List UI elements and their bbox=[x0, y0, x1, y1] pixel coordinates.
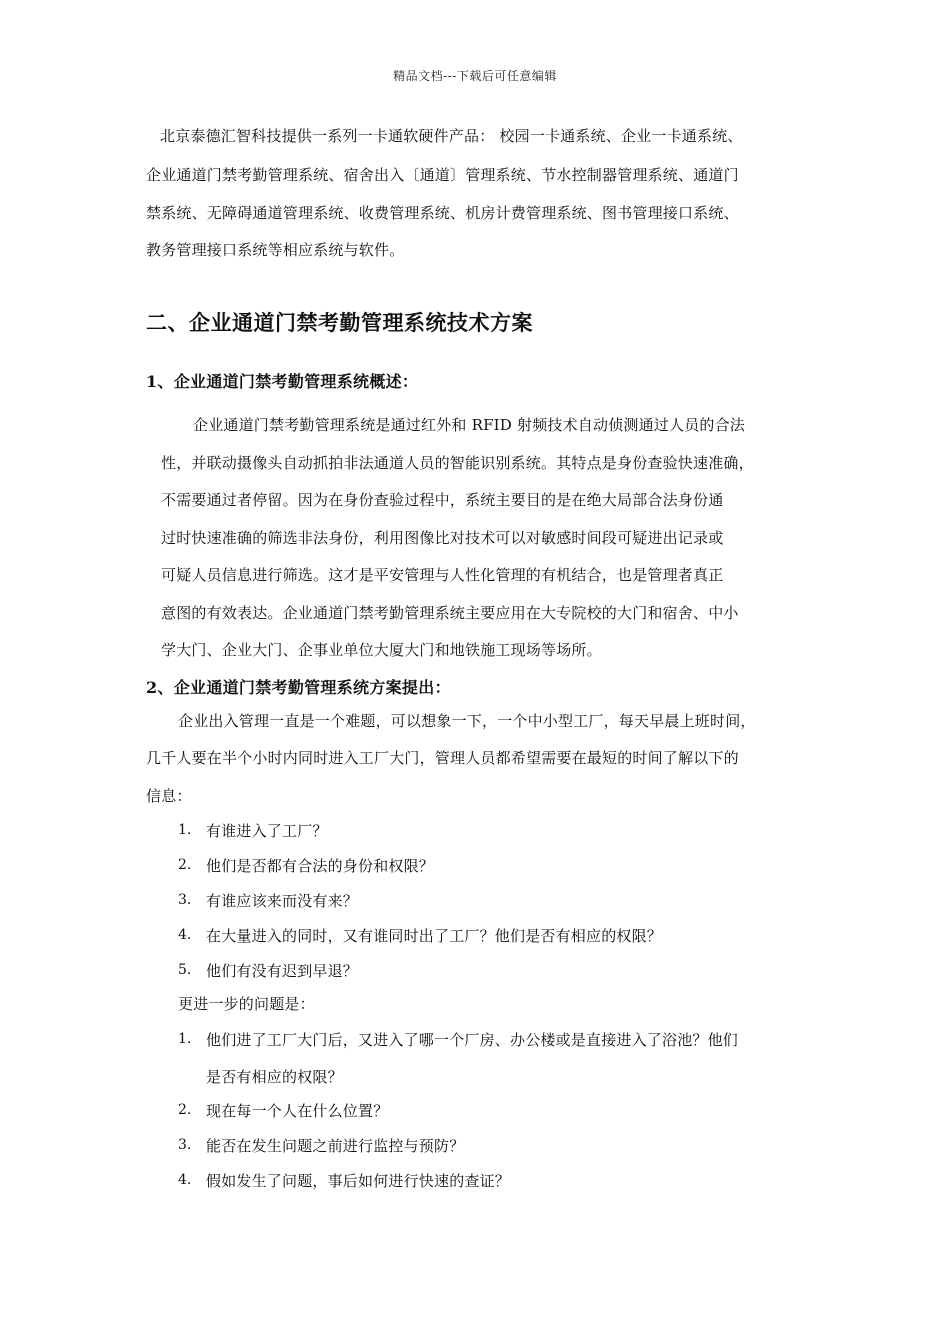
proposal-line-3: 信息： bbox=[146, 787, 192, 805]
intro-line-3: 禁系统、无障碍通道管理系统、收费管理系统、机房计费管理系统、图书管理接口系统、 bbox=[146, 204, 739, 222]
page-header: 精品文档---下载后可任意编辑 bbox=[393, 69, 557, 83]
list2-item-4: 假如发生了问题，事后如何进行快速的查证？ bbox=[206, 1172, 511, 1190]
proposal-line-1: 企业出入管理一直是一个难题，可以想象一下，一个中小型工厂，每天早晨上班时间， bbox=[178, 712, 756, 730]
list1-item-4: 在大量进入的同时，又有谁同时出了工厂？他们是否有相应的权限？ bbox=[206, 927, 663, 945]
list1-number-3: 3. bbox=[178, 892, 192, 908]
list2-item-1: 他们进了工厂大门后，又进入了哪一个厂房、办公楼或是直接进入了浴池？他们 bbox=[206, 1031, 739, 1049]
list1-item-3: 有谁应该来而没有来？ bbox=[206, 892, 359, 910]
list1-number-1: 1. bbox=[178, 822, 192, 838]
list2-item-3: 能否在发生问题之前进行监控与预防？ bbox=[206, 1137, 465, 1155]
list2-number-1: 1. bbox=[178, 1031, 192, 1047]
overview-line-6: 意图的有效表达。企业通道门禁考勤管理系统主要应用在大专院校的大门和宿舍、中小 bbox=[161, 604, 739, 622]
list2-number-3: 3. bbox=[178, 1137, 192, 1153]
overview-line-1: 企业通道门禁考勤管理系统是通过红外和 RFID 射频技术自动侦测通过人员的合法 bbox=[193, 416, 745, 434]
intro-line-2: 企业通道门禁考勤管理系统、宿舍出入〔通道〕管理系统、节水控制器管理系统、通道门 bbox=[146, 166, 739, 184]
overview-line-5: 可疑人员信息进行筛选。这才是平安管理与人性化管理的有机结合，也是管理者真正 bbox=[161, 566, 724, 584]
list2-item-1-continued: 是否有相应的权限？ bbox=[206, 1068, 343, 1086]
overview-line-3: 不需要通过者停留。因为在身份查验过程中，系统主要目的是在绝大局部合法身份通 bbox=[161, 491, 724, 509]
proposal-line-2: 几千人要在半个小时内同时进入工厂大门，管理人员都希望需要在最短的时间了解以下的 bbox=[146, 749, 739, 767]
subsection-2-heading: 2、企业通道门禁考勤管理系统方案提出： bbox=[146, 678, 451, 697]
section-heading: 二、企业通道门禁考勤管理系统技术方案 bbox=[146, 310, 533, 335]
list1-item-5: 他们有没有迟到早退？ bbox=[206, 962, 359, 980]
overview-line-4: 过时快速准确的筛选非法身份，利用图像比对技术可以对敏感时间段可疑进出记录或 bbox=[161, 529, 724, 547]
list2-number-2: 2. bbox=[178, 1102, 192, 1118]
overview-line-2: 性，并联动摄像头自动抓拍非法通道人员的智能识别系统。其特点是身份查验快速准确， bbox=[161, 454, 754, 472]
list1-number-2: 2. bbox=[178, 857, 192, 873]
list2-item-2: 现在每一个人在什么位置？ bbox=[206, 1102, 389, 1120]
list1-item-2: 他们是否都有合法的身份和权限？ bbox=[206, 857, 435, 875]
subsection-1-heading: 1、企业通道门禁考勤管理系统概述： bbox=[146, 372, 419, 391]
list2-number-4: 4. bbox=[178, 1172, 192, 1188]
intro-line-1: 北京泰德汇智科技提供一系列一卡通软硬件产品： 校园一卡通系统、企业一卡通系统、 bbox=[160, 127, 743, 145]
further-questions-label: 更进一步的问题是： bbox=[178, 995, 315, 1013]
intro-line-4: 教务管理接口系统等相应系统与软件。 bbox=[146, 241, 405, 259]
list1-item-1: 有谁进入了工厂？ bbox=[206, 822, 328, 840]
list1-number-4: 4. bbox=[178, 927, 192, 943]
list1-number-5: 5. bbox=[178, 962, 192, 978]
overview-line-7: 学大门、企业大门、企事业单位大厦大门和地铁施工现场等场所。 bbox=[161, 641, 602, 659]
